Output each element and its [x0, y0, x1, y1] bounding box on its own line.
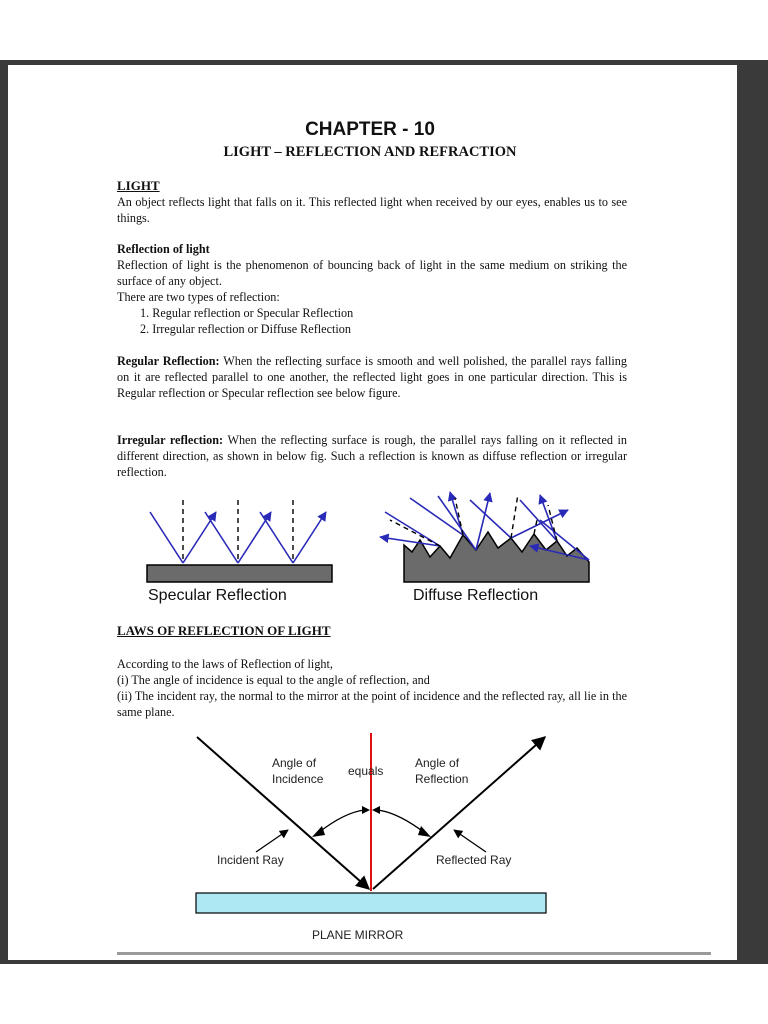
incident-pointer — [256, 830, 288, 852]
law-one: (i) The angle of incidence is equal to the angle of reflection, and — [117, 673, 430, 687]
chapter-title: CHAPTER - 10 — [305, 119, 435, 140]
angle-of-reflection-label: Angle of Reflection — [415, 756, 469, 786]
footer-rule — [117, 952, 711, 955]
reflection-heading: Reflection of light — [117, 242, 210, 256]
list-item-irregular: 2. Irregular reflection or Diffuse Reflection — [140, 322, 351, 336]
plane-mirror — [196, 893, 546, 913]
irregular-reflection-text: When the reflecting surface is rough, the parallel rays falling on it reflected in different direction, as shown in below fig. Such a reflection is known as diffuse reflection or irregular reflection. — [117, 433, 628, 479]
section-heading-light: LIGHT — [117, 178, 160, 193]
reflection-definition: Reflection of light is the phenomenon of bouncing back of light in the same medium on striking the surface of any object. — [117, 258, 627, 288]
reflected-pointer — [454, 830, 486, 852]
light-paragraph: An object reflects light that falls on it. This reflected light when received by our eyes, enables us to see things. — [117, 195, 627, 225]
chapter-subtitle: LIGHT – REFLECTION AND REFRACTION — [223, 144, 517, 160]
regular-reflection-text: When the reflecting surface is smooth and well polished, the parallel rays falling on it are reflected parallel to one another, the reflected light goes in one particular direction. This is Regular reflection or Specular reflection see below figure. — [117, 354, 627, 400]
reflected-ray-label: Reflected Ray — [436, 853, 512, 867]
irregular-reflection-label: Irregular reflection: — [117, 433, 224, 447]
specular-caption: Specular Reflection — [148, 587, 287, 604]
diffuse-caption: Diffuse Reflection — [413, 587, 539, 604]
rough-surface — [404, 532, 589, 582]
list-item-regular: 1. Regular reflection or Specular Reflection — [140, 306, 354, 320]
regular-reflection-label: Regular Reflection: — [117, 354, 220, 368]
laws-heading: LAWS OF REFLECTION OF LIGHT — [117, 623, 331, 638]
angle-of-incidence-label: Angle of Incidence — [272, 756, 324, 786]
equals-label: equals — [348, 764, 384, 778]
smooth-surface — [147, 565, 332, 582]
laws-intro: According to the laws of Reflection of light, — [117, 657, 333, 671]
specular-normals — [183, 500, 293, 563]
types-intro: There are two types of reflection: — [117, 290, 280, 304]
law-two: (ii) The incident ray, the normal to the mirror at the point of incidence and the reflected ray, all lie in the same plane. — [117, 689, 627, 719]
plane-mirror-label: PLANE MIRROR — [312, 928, 404, 942]
incident-ray-label: Incident Ray — [217, 853, 284, 867]
